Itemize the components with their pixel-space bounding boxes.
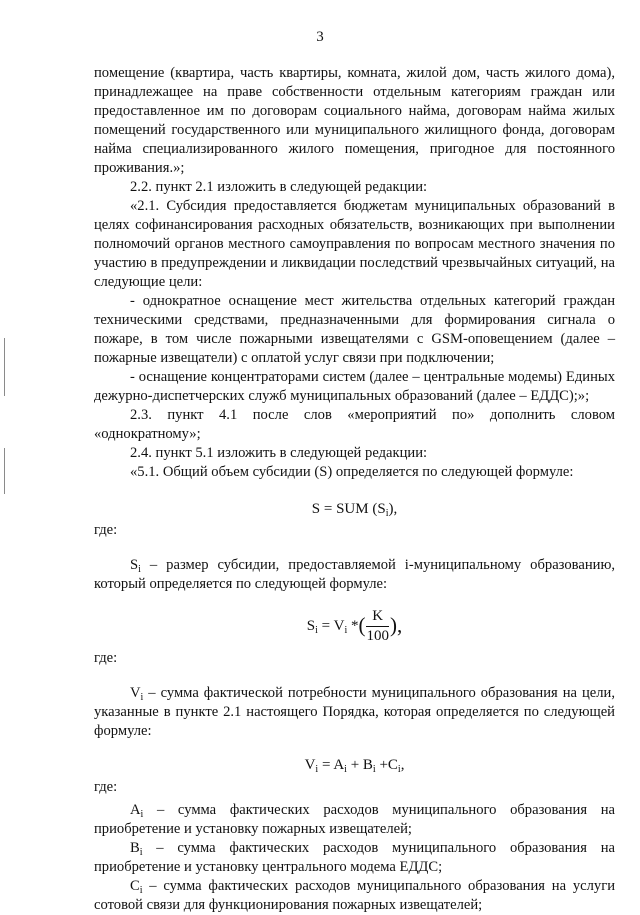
fraction-denominator: 100 <box>366 628 389 644</box>
subscript-i: i <box>139 885 143 896</box>
document-body <box>94 64 615 915</box>
formula-text: = A <box>318 757 345 773</box>
paragraph-vi-definition <box>94 684 615 741</box>
definition-text: – сумма фактических расходов муниципального образования на приобретение и установку пожарных извещателей; <box>94 802 615 837</box>
symbol: S <box>130 557 139 573</box>
definition-text: – сумма фактической потребности муниципального образования на цели, указанные в пункте 2.1 настоящего Порядка, которая определяется по следующей формуле: <box>94 685 615 739</box>
formula-text: S = SUM (S <box>311 501 386 517</box>
margin-mark <box>4 448 5 494</box>
formula-text: , <box>400 757 405 773</box>
subscript-i: i <box>397 764 401 775</box>
symbol: V <box>130 685 141 701</box>
formula-text: = V <box>317 617 345 634</box>
subscript-i: i <box>372 764 376 775</box>
where-label: где: <box>94 779 118 795</box>
paragraph-item-2-2: 2.2. пункт 2.1 изложить в следующей редакции: <box>130 179 428 195</box>
symbol: A <box>130 802 141 818</box>
formula-text: + B <box>346 757 373 773</box>
formula-subsidy-per-municipality <box>94 608 615 645</box>
paragraph-clause-5-1: «5.1. Общий объем субсидии (S) определяется по следующей формуле: <box>130 464 574 480</box>
paragraph-item-2-4: 2.4. пункт 5.1 изложить в следующей редакции: <box>130 445 428 461</box>
page-number: 3 <box>316 29 324 45</box>
subscript-i: i <box>138 564 141 575</box>
subscript-i: i <box>140 809 144 820</box>
where-label: где: <box>94 650 118 666</box>
margin-mark <box>4 338 5 396</box>
subscript-i: i <box>344 624 348 636</box>
paragraph-dwelling-definition: помещение (квартира, часть квартиры, комната, жилой дом, часть жилого дома), принадлежащее на праве собственности отдельным категориям граждан или предоставленное им по договорам социального найма, договорам найма жилых помещений государственного или муниципального жилищного фонда, договорам найма специализированного жилого помещения, пригодное для постоянного проживания.»; <box>94 65 615 176</box>
definition-text: – сумма фактических расходов муниципального образования на услуги сотовой связи для функционирования пожарных извещателей; <box>94 878 615 913</box>
fraction <box>366 608 389 645</box>
definition-text: – сумма фактических расходов муниципального образования на приобретение и установку центрального модема ЕДДС; <box>94 840 615 875</box>
paragraph-ai-definition <box>94 801 615 839</box>
subscript-i: i <box>139 847 143 858</box>
paragraph-bi-definition <box>94 839 615 877</box>
symbol: C <box>130 878 140 894</box>
formula-text: ), <box>388 501 398 517</box>
subscript-i: i <box>315 764 319 775</box>
where-label: где: <box>94 522 118 538</box>
formula-text: * <box>347 617 359 634</box>
paragraph-si-definition <box>94 556 615 594</box>
paragraph-ci-definition <box>94 877 615 915</box>
paragraph-clause-2-1: «2.1. Субсидия предоставляется бюджетам муниципальных образований в целях софинансирования расходных обязательств, возникающих при выполнении полномочий органов местного самоуправления по вопросам местного значения по участию в предупреждении и ликвидации последствий чрезвычайных ситуаций, на следующие цели: <box>94 198 615 290</box>
formula-text: S <box>306 617 316 634</box>
definition-text: – размер субсидии, предоставляемой i-муниципальному образованию, который определяется по следующей формуле: <box>94 557 615 592</box>
subscript-i: i <box>315 624 318 636</box>
formula-text: +C <box>375 757 398 773</box>
paragraph-item-2-3: 2.3. пункт 4.1 после слов «мероприятий по» дополнить словом «однократному»; <box>94 407 615 442</box>
formula-total-subsidy <box>94 500 615 519</box>
symbol: B <box>130 840 140 856</box>
subscript-i: i <box>385 508 389 519</box>
fraction-numerator: K <box>366 608 389 627</box>
subscript-i: i <box>140 692 144 703</box>
formula-bracket: ( <box>358 612 366 637</box>
paragraph-goal-modems: - оснащение концентраторами систем (далее – центральные модемы) Единых дежурно-диспетчерских служб муниципальных образований (далее – ЕДДС);»; <box>94 369 615 404</box>
formula-actual-need <box>94 756 615 775</box>
formula-bracket: ), <box>389 612 403 637</box>
formula-text: V <box>304 757 316 773</box>
subscript-i: i <box>344 764 347 775</box>
paragraph-goal-detectors: - однократное оснащение мест жительства отдельных категорий граждан техническими средствами, предназначенными для формирования сигнала о пожаре, в том числе пожарными извещателями с GSM-оповещением (далее – пожарные извещатели) с оплатой услуг связи при подключении; <box>94 293 615 366</box>
